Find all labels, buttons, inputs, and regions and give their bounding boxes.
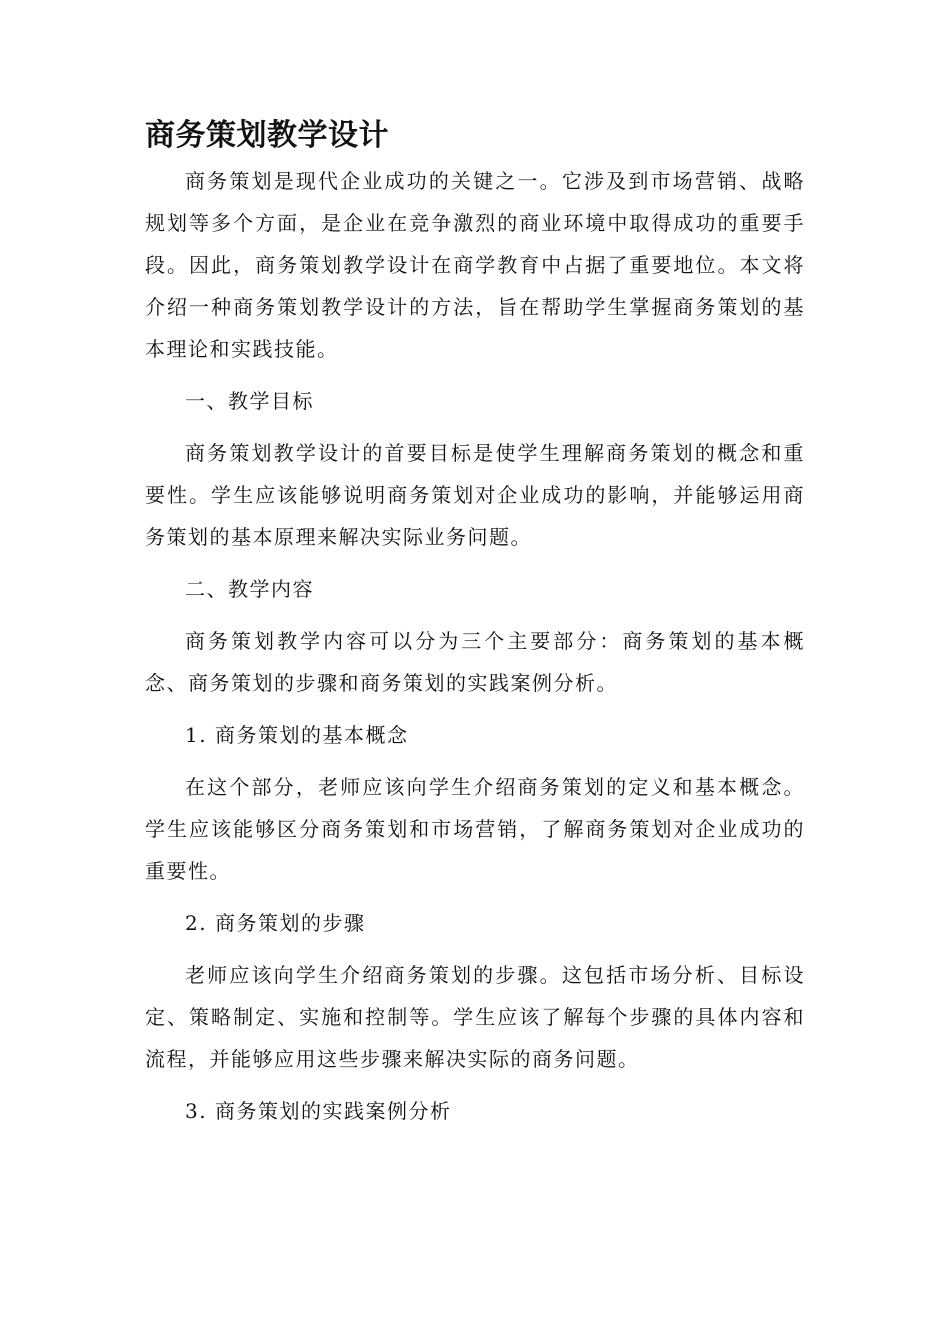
subsection-heading-cases: 3. 商务策划的实践案例分析 <box>185 1099 452 1123</box>
section-heading-content: 二、教学内容 <box>185 577 314 601</box>
subsection-heading-steps: 2. 商务策划的步骤 <box>185 911 366 935</box>
spacer <box>145 370 805 380</box>
concepts-paragraph: 在这个部分，老师应该向学生介绍商务策划的定义和基本概念。学生应该能够区分商务策划和市场营销，了解商务策划对企业成功的重要性。 <box>145 775 805 883</box>
spacer <box>145 704 805 714</box>
steps-paragraph: 老师应该向学生介绍商务策划的步骤。这包括市场分析、目标设定、策略制定、实施和控制等。学生应该了解每个步骤的具体内容和流程，并能够应用这些步骤来解决实际的商务问题。 <box>145 963 805 1071</box>
section-heading-objectives: 一、教学目标 <box>185 389 314 413</box>
spacer <box>145 610 805 620</box>
content-paragraph: 商务策划教学内容可以分为三个主要部分：商务策划的基本概念、商务策划的步骤和商务策划的实践案例分析。 <box>145 629 805 695</box>
spacer <box>145 422 805 432</box>
spacer <box>145 1080 805 1090</box>
spacer <box>145 558 805 568</box>
spacer <box>145 756 805 766</box>
document-body <box>145 112 805 1132</box>
document-title: 商务策划教学设计 <box>145 118 389 153</box>
objectives-paragraph: 商务策划教学设计的首要目标是使学生理解商务策划的概念和重要性。学生应该能够说明商务策划对企业成功的影响，并能够运用商务策划的基本原理来解决实际业务问题。 <box>145 441 805 549</box>
spacer <box>145 944 805 954</box>
intro-paragraph: 商务策划是现代企业成功的关键之一。它涉及到市场营销、战略规划等多个方面，是企业在竞争激烈的商业环境中取得成功的重要手段。因此，商务策划教学设计在商学教育中占据了重要地位。本文将介绍一种商务策划教学设计的方法，旨在帮助学生掌握商务策划的基本理论和实践技能。 <box>145 169 805 361</box>
subsection-heading-concepts: 1. 商务策划的基本概念 <box>185 723 409 747</box>
spacer <box>145 892 805 902</box>
